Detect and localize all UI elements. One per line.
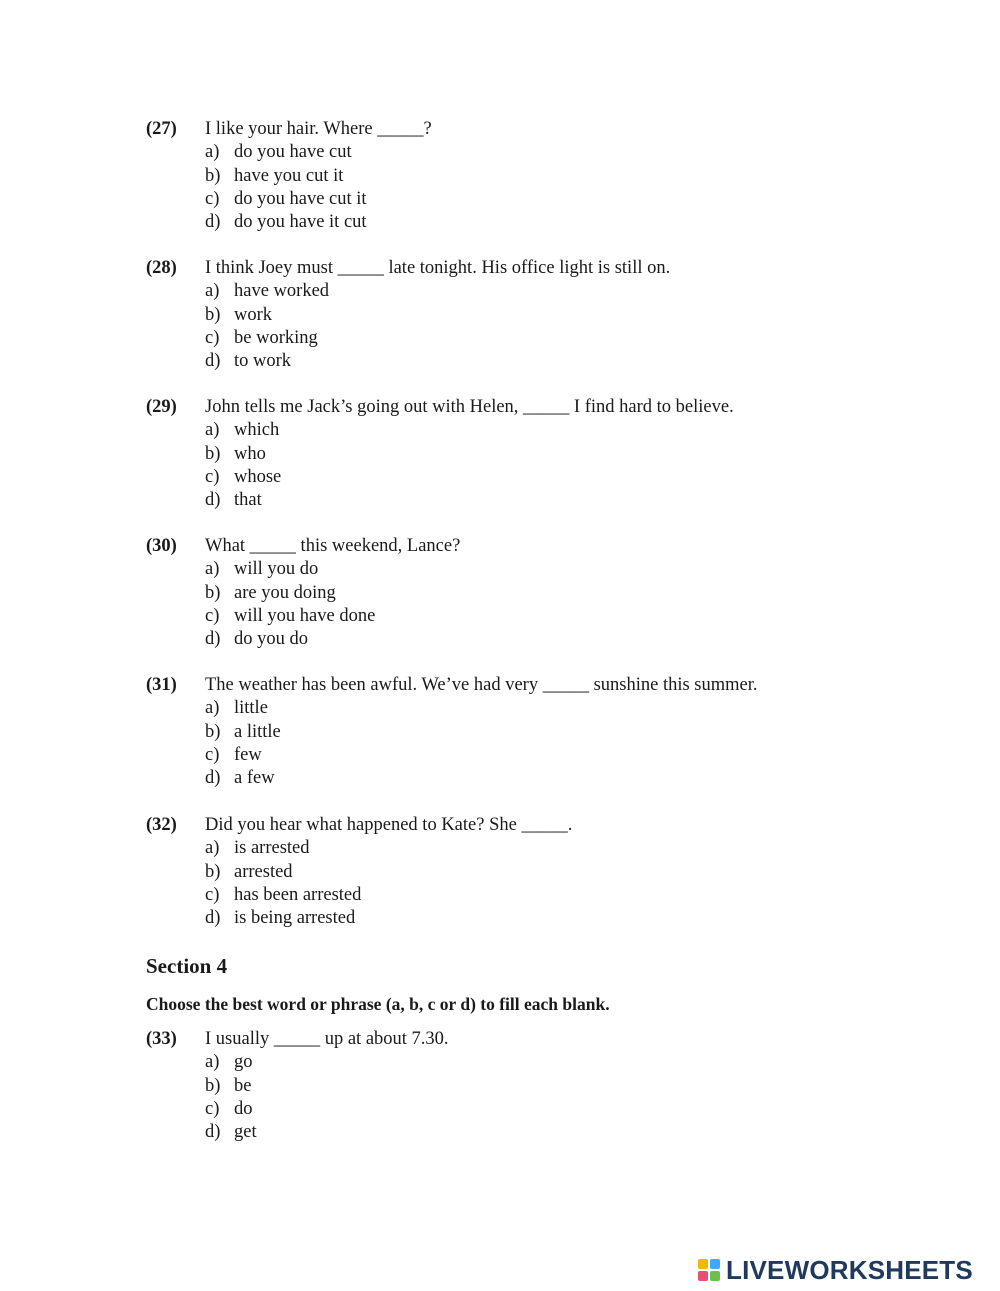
question-stem: John tells me Jack’s going out with Helen, _____ I find hard to believe. <box>205 397 734 417</box>
option-text: a few <box>234 768 275 789</box>
question-stem: What _____ this weekend, Lance? <box>205 536 461 556</box>
option-text: do you do <box>234 629 308 650</box>
logo-cell-blue <box>710 1259 720 1269</box>
option-c <box>146 884 926 907</box>
option-c <box>146 744 926 767</box>
option-a <box>146 558 926 581</box>
option-b <box>146 582 926 605</box>
option-letter: c) <box>205 1098 220 1119</box>
question-32 <box>146 814 926 930</box>
liveworksheets-brand[interactable] <box>698 1255 973 1285</box>
option-text: arrested <box>234 861 293 882</box>
option-letter: c) <box>205 744 220 765</box>
option-text: go <box>234 1052 253 1073</box>
options-list <box>146 1051 926 1144</box>
logo-cell-green <box>710 1271 720 1281</box>
option-text: do you have cut <box>234 142 352 163</box>
option-b <box>146 304 926 327</box>
question-33 <box>146 1028 926 1144</box>
question-27 <box>146 118 926 234</box>
option-b <box>146 443 926 466</box>
option-letter: b) <box>205 304 221 325</box>
option-c <box>146 605 926 628</box>
option-letter: b) <box>205 582 221 603</box>
option-letter: d) <box>205 629 221 650</box>
option-c <box>146 327 926 350</box>
option-d <box>146 211 926 234</box>
question-30 <box>146 535 926 651</box>
option-text: whose <box>234 466 282 487</box>
option-a <box>146 419 926 442</box>
option-text: be working <box>234 327 318 348</box>
question-stem: I like your hair. Where _____? <box>205 119 432 139</box>
liveworksheets-logo-icon <box>698 1259 720 1281</box>
option-text: is arrested <box>234 838 310 859</box>
brand-text: LIVEWORKSHEETS <box>726 1254 973 1285</box>
option-letter: a) <box>205 420 220 441</box>
logo-cell-pink <box>698 1271 708 1281</box>
option-text: that <box>234 490 262 511</box>
option-text: little <box>234 698 268 719</box>
option-c <box>146 1098 926 1121</box>
option-c <box>146 188 926 211</box>
options-list <box>146 419 926 512</box>
options-list <box>146 280 926 373</box>
question-stem: Did you hear what happened to Kate? She _____. <box>205 815 573 835</box>
option-letter: c) <box>205 884 220 905</box>
option-text: which <box>234 420 280 441</box>
option-letter: d) <box>205 768 221 789</box>
option-letter: d) <box>205 351 221 372</box>
options-list <box>146 837 926 930</box>
option-letter: a) <box>205 281 220 302</box>
question-31 <box>146 674 926 790</box>
option-b <box>146 1075 926 1098</box>
question-number: (28) <box>146 258 177 278</box>
option-a <box>146 837 926 860</box>
option-text: has been arrested <box>234 884 362 905</box>
option-d <box>146 628 926 651</box>
option-letter: b) <box>205 861 221 882</box>
option-text: will you have done <box>234 605 376 626</box>
question-number: (32) <box>146 815 177 835</box>
option-text: is being arrested <box>234 908 356 929</box>
option-letter: a) <box>205 838 220 859</box>
question-stem: The weather has been awful. We’ve had very _____ sunshine this summer. <box>205 675 758 695</box>
option-text: will you do <box>234 559 319 580</box>
option-text: are you doing <box>234 582 336 603</box>
option-a <box>146 141 926 164</box>
option-d <box>146 1121 926 1144</box>
option-c <box>146 466 926 489</box>
option-letter: d) <box>205 212 221 233</box>
option-text: work <box>234 304 273 325</box>
option-text: who <box>234 443 266 464</box>
question-number: (29) <box>146 397 177 417</box>
option-a <box>146 1051 926 1074</box>
option-b <box>146 861 926 884</box>
option-letter: a) <box>205 698 220 719</box>
logo-cell-yellow <box>698 1259 708 1269</box>
option-text: to work <box>234 351 292 372</box>
option-d <box>146 350 926 373</box>
option-d <box>146 907 926 930</box>
option-text: have worked <box>234 281 330 302</box>
option-letter: c) <box>205 466 220 487</box>
question-29 <box>146 396 926 512</box>
question-number: (33) <box>146 1029 177 1049</box>
option-text: do you have it cut <box>234 212 367 233</box>
section-heading: Section 4 <box>146 954 228 978</box>
option-letter: c) <box>205 188 220 209</box>
option-text: have you cut it <box>234 165 344 186</box>
question-stem: I usually _____ up at about 7.30. <box>205 1029 449 1049</box>
option-text: get <box>234 1122 257 1143</box>
option-text: a little <box>234 721 281 742</box>
option-letter: b) <box>205 1075 221 1096</box>
option-d <box>146 489 926 512</box>
section-instruction: Choose the best word or phrase (a, b, c or d) to fill each blank. <box>146 994 610 1014</box>
option-letter: d) <box>205 908 221 929</box>
options-list <box>146 697 926 790</box>
option-a <box>146 697 926 720</box>
option-text: few <box>234 744 262 765</box>
option-d <box>146 767 926 790</box>
option-text: be <box>234 1075 252 1096</box>
option-letter: d) <box>205 1122 221 1143</box>
option-text: do you have cut it <box>234 188 367 209</box>
question-number: (27) <box>146 119 177 139</box>
option-letter: a) <box>205 142 220 163</box>
option-text: do <box>234 1098 253 1119</box>
option-letter: d) <box>205 490 221 511</box>
option-letter: c) <box>205 327 220 348</box>
option-letter: b) <box>205 721 221 742</box>
options-list <box>146 141 926 234</box>
option-letter: a) <box>205 559 220 580</box>
option-letter: a) <box>205 1052 220 1073</box>
question-28 <box>146 257 926 373</box>
option-letter: b) <box>205 165 221 186</box>
option-letter: c) <box>205 605 220 626</box>
question-number: (31) <box>146 675 177 695</box>
option-letter: b) <box>205 443 221 464</box>
question-number: (30) <box>146 536 177 556</box>
option-a <box>146 280 926 303</box>
option-b <box>146 165 926 188</box>
options-list <box>146 558 926 651</box>
question-stem: I think Joey must _____ late tonight. His office light is still on. <box>205 258 671 278</box>
option-b <box>146 721 926 744</box>
